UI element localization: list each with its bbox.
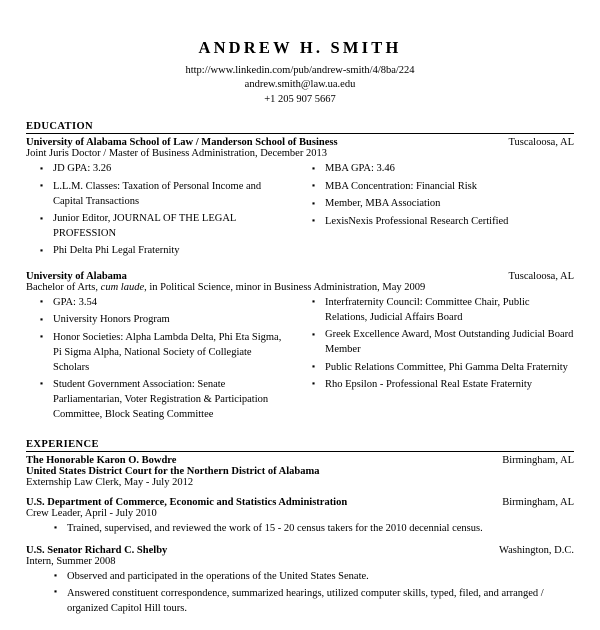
- education-bullet-columns: [26, 296, 574, 425]
- linkedin-url[interactable]: http://www.linkedin.com/pub/andrew-smith/4/8ba/224: [185, 65, 415, 76]
- list-item: ▪ L.L.M. Classes: Taxation of Personal Income and Capital Transactions: [40, 180, 290, 210]
- list-item: ▪ Honor Societies: Alpha Lambda Delta, Phi Eta Sigma, Pi Sigma Alpha, National Society of Collegiate Scholars: [40, 331, 290, 376]
- experience-heading-row: [26, 545, 574, 556]
- employer-name: The Honorable Karon O. Bowdre: [26, 455, 177, 467]
- experience-bullets: [26, 569, 574, 616]
- employer-location: Birmingham, AL: [502, 497, 574, 509]
- email-address[interactable]: andrew.smith@law.ua.edu: [244, 79, 356, 91]
- experience-entry: [26, 545, 574, 616]
- degree-line: Joint Juris Doctor / Master of Business Administration, December 2013: [26, 148, 327, 160]
- list-item: ▪ Trained, supervised, and reviewed the work of 15 - 20 census takers for the 2010 decennial census.: [54, 521, 574, 536]
- role-line: Externship Law Clerk, May - July 2012: [26, 477, 194, 489]
- list-item: ▪ Observed and participated in the operations of the United States Senate.: [54, 569, 574, 584]
- experience-entry: [26, 497, 574, 536]
- degree-text-post: , in Political Science, minor in Business Administration, May 2009: [144, 281, 426, 293]
- education-bullets-right: [300, 162, 574, 261]
- list-item: ▪ Member, MBA Association: [312, 197, 574, 212]
- list-item: ▪ Answered constituent correspondence, summarized hearings, utilized computer skills, typed, filed, and arranged / organized Capitol Hill tours.: [54, 586, 574, 616]
- employer-name: U.S. Department of Commerce, Economic and Statistics Administration: [26, 497, 348, 509]
- school-location: Tuscaloosa, AL: [508, 137, 574, 149]
- degree-line: [26, 282, 574, 293]
- role-line: Intern, Summer 2008: [26, 556, 116, 568]
- experience-heading-row: [26, 455, 574, 466]
- degree-honors: cum laude: [100, 281, 145, 293]
- experience-heading-row: [26, 497, 574, 508]
- employer-location: Washington, D.C.: [499, 545, 574, 557]
- list-item: ▪ LexisNexis Professional Research Certified: [312, 215, 574, 230]
- list-item: ▪ Student Government Association: Senate Parliamentarian, Voter Registration & Participation Committee, Block Seating Committee: [40, 378, 290, 423]
- section-header-experience: EXPERIENCE: [26, 439, 574, 452]
- phone-number: +1 205 907 5667: [264, 93, 336, 105]
- candidate-name: ANDREW H. SMITH: [198, 38, 402, 57]
- school-name: University of Alabama School of Law / Manderson School of Business: [26, 137, 338, 149]
- list-item: ▪ MBA GPA: 3.46: [312, 162, 574, 177]
- list-item: ▪ JD GPA: 3.26: [40, 162, 290, 177]
- list-item: ▪ Phi Delta Phi Legal Fraternity: [40, 244, 290, 259]
- education-bullets-left: [26, 162, 300, 261]
- list-item: ▪ Rho Epsilon - Professional Real Estate Fraternity: [312, 378, 574, 393]
- role-line: Crew Leader, April - July 2010: [26, 508, 157, 520]
- list-item: ▪ University Honors Program: [40, 313, 290, 328]
- education-heading-row: [26, 271, 574, 282]
- degree-text-pre: Bachelor of Arts,: [26, 281, 101, 293]
- education-entry: [26, 271, 574, 425]
- employer-name: U.S. Senator Richard C. Shelby: [26, 545, 168, 557]
- list-item: ▪ Public Relations Committee, Phi Gamma Delta Fraternity: [312, 361, 574, 376]
- education-heading-row: [26, 137, 574, 148]
- education-bullets-right: [300, 296, 574, 425]
- education-bullets-left: [26, 296, 300, 425]
- experience-entry: [26, 455, 574, 488]
- list-item: ▪ Interfraternity Council: Committee Chair, Public Relations, Judicial Affairs Board: [312, 296, 574, 326]
- list-item: ▪ MBA Concentration: Financial Risk: [312, 180, 574, 195]
- employer-name-secondary: United States District Court for the Northern District of Alabama: [26, 466, 320, 478]
- school-name: University of Alabama: [26, 270, 127, 282]
- education-bullet-columns: [26, 162, 574, 261]
- list-item: ▪ Junior Editor, JOURNAL OF THE LEGAL PROFESSION: [40, 212, 290, 242]
- employer-location: Birmingham, AL: [502, 455, 574, 467]
- education-entry: [26, 137, 574, 261]
- section-header-education: EDUCATION: [26, 121, 574, 134]
- list-item: ▪ GPA: 3.54: [40, 296, 290, 311]
- list-item: ▪ Greek Excellence Award, Most Outstanding Judicial Board Member: [312, 328, 574, 358]
- school-location: Tuscaloosa, AL: [508, 270, 574, 282]
- experience-bullets: [26, 521, 574, 536]
